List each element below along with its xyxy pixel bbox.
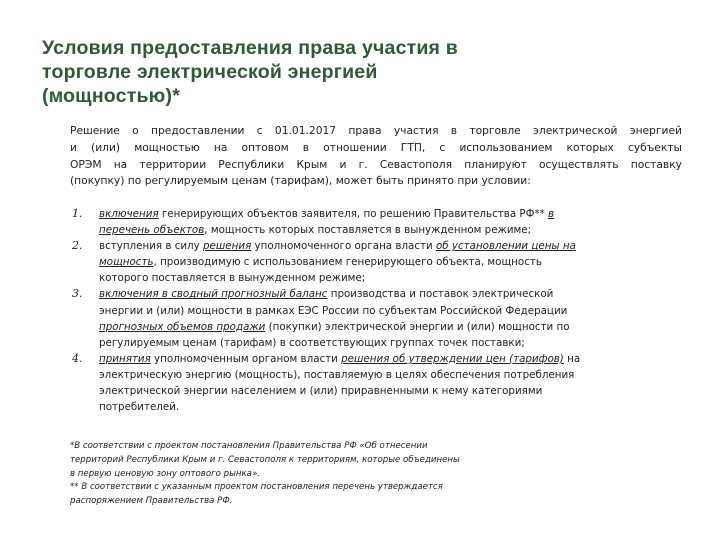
intro-line: ОРЭМ на территории Республики Крым и г. Севастополя планируют осуществлять поставку <box>70 157 682 171</box>
item-number: 2. <box>72 239 83 253</box>
intro-paragraph <box>70 123 682 190</box>
link-text[interactable]: в <box>548 208 555 220</box>
link-text[interactable]: включения <box>99 208 159 220</box>
link-text[interactable]: об установлении цены на <box>435 240 576 253</box>
link-text[interactable]: включения в сводный прогнозный баланс <box>99 288 328 301</box>
intro-line: Решение о предоставлении с 01.01.2017 права участия в торговле электрической энергией <box>70 124 682 137</box>
item-number: 4. <box>72 351 83 365</box>
link-text[interactable]: решения об утверждении цен (тарифов) <box>341 352 564 365</box>
title-line: торговле электрической энергией <box>42 61 378 83</box>
intro-line: и (или) мощностью на оптовом в отношении ГТП, с использованием которых субъекты <box>70 140 682 154</box>
link-text[interactable]: мощность <box>99 256 154 269</box>
footnote-line: территорий Республики Крым и г. Севастополя к территориям, которые объединены <box>70 454 460 465</box>
link-text[interactable]: решения <box>203 240 252 253</box>
list-item: 4. принятия уполномоченным органом власти решения об утверждении цен (тарифов) на электрическую энергию (мощность), поставляемую в целях обеспечения потребления электрической энергии населением и (или) приравненными к нему категориями потребителей. <box>72 351 581 414</box>
footnotes <box>70 440 630 509</box>
link-text[interactable]: прогнозных объемов продажи <box>99 320 266 333</box>
footnote-line: в первую ценовую зону оптового рынка». <box>70 468 260 479</box>
title-line: (мощностью)* <box>42 85 180 107</box>
link-text[interactable]: принятия <box>99 352 151 365</box>
link-text[interactable]: перечень объектов <box>99 224 205 237</box>
title-line: Условия предоставления права участия в <box>42 37 458 59</box>
footnote-line: *В соответствии с проектом постановления Правительства РФ «Об отнесении <box>70 441 428 451</box>
item-number: 3. <box>72 287 83 301</box>
list-item: 1. включения генерирующих объектов заявителя, по решению Правительства РФ** в перечень объектов, мощность которых поставляется в вынужденном режиме; <box>72 207 555 237</box>
conditions-list <box>72 206 684 415</box>
slide-title <box>42 36 602 108</box>
footnote-line: распоряжением Правительства РФ. <box>70 496 233 507</box>
item-number: 1. <box>72 207 83 220</box>
footnote-line: ** В соответствии с указанным проектом постановления перечень утверждается <box>70 482 443 493</box>
list-item: 2. вступления в силу решения уполномоченного органа власти об установлении цены на мощность, производимую с использованием генерирующего объекта, мощность которого поставляется в вынужденном режиме; <box>72 239 576 285</box>
list-item: 3. включения в сводный прогнозный баланс производства и поставок электрической энергии и (или) мощности в рамках ЕЭС России по субъектам Российской Федерации прогнозных объемов продажи (покупки) электрической энергии и (или) мощности по регулируемым ценам (тарифам) в соответствующих группах точек поставки; <box>72 287 570 349</box>
intro-line: (покупку) по регулируемым ценам (тарифам), может быть принято при условии: <box>70 174 531 188</box>
